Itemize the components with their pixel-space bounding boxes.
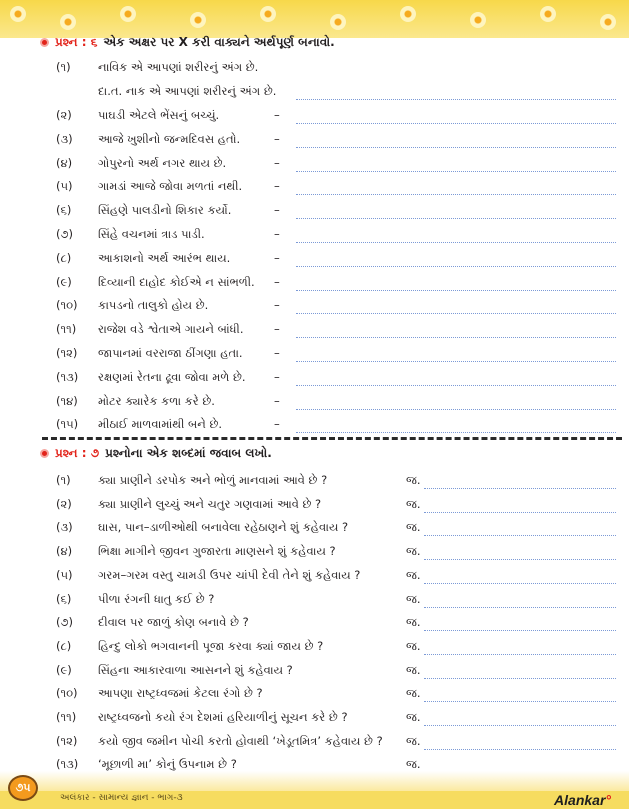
item-number: (૫) — [56, 567, 73, 582]
answer-line[interactable] — [296, 194, 616, 195]
item-number: (૧૪) — [56, 393, 78, 408]
answer-label: જ. — [406, 757, 421, 772]
question-7-item — [56, 565, 616, 587]
question-6-item — [56, 224, 616, 246]
answer-label: જ. — [406, 710, 421, 724]
item-number: (૯) — [56, 274, 72, 289]
item-sentence: મીઠાઈ માળવામાંથી બને છે. — [98, 417, 223, 432]
answer-line[interactable] — [296, 242, 616, 243]
answer-line[interactable] — [424, 488, 616, 489]
item-sentence: આકાશનો અર્થ આરંભ થાય. — [98, 250, 231, 265]
item-sentence: આજે ખુશીનો જન્મદિવસ હતો. — [98, 131, 241, 146]
example-row — [56, 57, 616, 79]
question-6-item — [56, 414, 616, 436]
item-question: ક્યા પ્રાણીને ડરપોક અને ભોળું માનવામાં આવે છે ? — [98, 473, 328, 487]
answer-line[interactable] — [296, 337, 616, 338]
question-7-item — [56, 612, 616, 634]
item-sentence: કાપડનો તાલુકો હોય છે. — [98, 298, 209, 313]
flower-icon — [190, 12, 206, 28]
item-question: ગરમ–ગરમ વસ્તુ ચામડી ઉપર ચાંપી દેવી તેને શું કહેવાય ? — [98, 567, 361, 582]
item-question: ઘાસ, પાન–ડાળીઓથી બનાવેલા રહેઠાણને શું કહેવાય ? — [98, 520, 349, 535]
item-dash: – — [274, 131, 280, 146]
item-number: (૪) — [56, 544, 73, 559]
answer-line[interactable] — [296, 409, 616, 410]
item-sentence: મોટર ક્યારેક કળા કરે છે. — [98, 393, 215, 408]
item-sentence: સિંહે વચનમાં ત્રાડ પાડી. — [98, 227, 205, 241]
answer-label: જ. — [406, 615, 421, 630]
item-number: (૨) — [56, 496, 72, 511]
item-number: (૪) — [56, 155, 73, 170]
answer-label: જ. — [406, 496, 421, 511]
item-sentence: રાજેશ વડે શ્વેતાએ ગાયને બાંધી. — [98, 322, 244, 337]
question-7-heading — [40, 444, 272, 462]
flower-icon — [540, 6, 556, 22]
item-dash: – — [274, 250, 280, 265]
item-number: (૫) — [56, 179, 73, 194]
question-6-item — [56, 319, 616, 341]
item-number: (૧૩) — [56, 757, 79, 772]
item-number: (૭) — [56, 227, 73, 241]
answer-line[interactable] — [296, 385, 616, 386]
item-sentence: સિંહણે પાલડીનો શિકાર કર્યો. — [98, 203, 232, 218]
book-title: અલંકાર - સામાન્ય જ્ઞાન - ભાગ-૩ — [60, 793, 183, 803]
item-question: ક્યા પ્રાણીને લુચ્ચું અને ચતુર ગણવામાં આવે છે ? — [98, 496, 322, 511]
question-7-title: પ્રશ્નોના એક શબ્દમાં જવાબ લખો. — [105, 445, 272, 460]
item-sentence: જાપાનમાં વરરાજા ઠીંગણા હતા. — [98, 346, 243, 360]
question-6-item — [56, 272, 616, 294]
flower-icon — [120, 6, 136, 22]
item-number: (૧૫) — [56, 417, 79, 432]
answer-line[interactable] — [424, 749, 616, 750]
question-6-item — [56, 129, 616, 151]
question-7-label: પ્રશ્ન : ૭ — [55, 445, 100, 460]
answer-line[interactable] — [424, 678, 616, 679]
item-dash: – — [274, 298, 280, 313]
answer-line[interactable] — [296, 290, 616, 291]
flower-icon — [600, 14, 616, 30]
item-number: (૩) — [56, 131, 73, 146]
question-6-item — [56, 153, 616, 175]
item-dash: – — [274, 108, 280, 122]
item-sentence: ગોપુરનો અર્થ નગર થાય છે. — [98, 155, 227, 170]
item-number: (૧૧) — [56, 710, 77, 724]
question-6-item — [56, 367, 616, 389]
item-dash: – — [274, 322, 280, 337]
item-dash: – — [274, 274, 280, 289]
item-number: (૯) — [56, 662, 72, 677]
question-7-item — [56, 707, 616, 729]
question-7-item — [56, 636, 616, 658]
bullet-icon — [40, 449, 49, 458]
answer-line[interactable] — [296, 99, 616, 100]
question-6-heading — [40, 33, 335, 51]
item-question: પીળા રંગની ધાતુ કઈ છે ? — [98, 591, 215, 606]
item-number: (૭) — [56, 615, 73, 630]
item-number: (૧૩) — [56, 369, 79, 384]
item-number: (૧૦) — [56, 686, 78, 701]
answer-label: જ. — [406, 638, 421, 653]
item-question: દીવાલ પર જાળું કોણ બનાવે છે ? — [98, 615, 249, 630]
answer-line[interactable] — [424, 535, 616, 536]
item-dash: – — [274, 227, 280, 241]
item-number: (૧) — [56, 473, 71, 487]
item-number: (૧૦) — [56, 298, 78, 313]
item-dash: – — [274, 393, 280, 408]
answer-line[interactable] — [296, 147, 616, 148]
page-footer — [0, 771, 629, 809]
item-sentence: દિવ્યાની દાહોદ કોઈએ ન સાંભળી. — [98, 274, 255, 289]
brand-logo — [554, 792, 611, 808]
item-number: (૮) — [56, 250, 72, 265]
question-6-item — [56, 295, 616, 317]
answer-label: જ. — [406, 662, 421, 677]
brand-name: Alankar — [554, 792, 606, 808]
flower-icon — [330, 14, 346, 30]
answer-label: જ. — [406, 591, 421, 606]
item-number: (૨) — [56, 108, 72, 122]
item-number: (૧૧) — [56, 322, 77, 337]
item-question: હિન્દુ લોકો ભગવાનની પૂજા કરવા ક્યાં જાય છે ? — [98, 638, 324, 653]
answer-line[interactable] — [296, 123, 616, 124]
example-answer-row — [56, 81, 616, 103]
flower-icon — [400, 6, 416, 22]
flower-icon — [470, 12, 486, 28]
item-number: (૬) — [56, 203, 72, 218]
answer-line[interactable] — [424, 701, 616, 702]
item-question: રાષ્ટ્રધ્વજનો કયો રંગ દેશમાં હરિયાળીનું સૂચન કરે છે ? — [98, 710, 348, 724]
question-6-item — [56, 343, 616, 365]
item-number: (૧૨) — [56, 733, 78, 748]
question-7-item — [56, 683, 616, 705]
item-dash: – — [274, 346, 280, 360]
item-number: (૩) — [56, 520, 73, 535]
item-sentence: ગામડાં આજે જોવા મળતાં નથી. — [98, 179, 243, 194]
answer-line[interactable] — [296, 218, 616, 219]
answer-line[interactable] — [296, 361, 616, 362]
item-question: ‘મૂછાળી મા’ કોનું ઉપનામ છે ? — [98, 757, 237, 772]
item-question: આપણા રાષ્ટ્રધ્વજમાં કેટલા રંગો છે ? — [98, 686, 263, 701]
question-7-item — [56, 517, 616, 539]
answer-line[interactable] — [296, 266, 616, 267]
question-7-item — [56, 494, 616, 516]
item-dash: – — [274, 369, 280, 384]
section-divider — [42, 437, 622, 440]
question-6-title: એક અક્ષર પર X કરી વાક્યને અર્થપૂર્ણ બનાવો. — [103, 34, 335, 49]
question-6-item — [56, 105, 616, 127]
answer-line[interactable] — [296, 432, 616, 433]
question-6-item — [56, 176, 616, 198]
item-sentence: પાઘડી એટલે ભેંસનું બચ્ચું. — [98, 108, 220, 122]
answer-line[interactable] — [424, 654, 616, 655]
answer-line[interactable] — [424, 559, 616, 560]
question-7-item — [56, 541, 616, 563]
answer-line[interactable] — [296, 171, 616, 172]
answer-line[interactable] — [424, 512, 616, 513]
question-6-item — [56, 200, 616, 222]
item-dash: – — [274, 417, 280, 432]
item-question: સિંહના આકારવાળા આસનને શું કહેવાય ? — [98, 662, 293, 677]
flower-icon — [10, 6, 26, 22]
answer-line[interactable] — [296, 313, 616, 314]
item-question: કયો જીવ જમીન પોચી કરતો હોવાથી ‘ખેડૂતમિત્ર’ કહેવાય છે ? — [98, 733, 383, 748]
item-sentence: રક્ષણમાં રેતના ઢૂવા જોવા મળે છે. — [98, 369, 246, 384]
answer-line[interactable] — [424, 725, 616, 726]
answer-line[interactable] — [424, 630, 616, 631]
question-6-label: પ્રશ્ન : ૬ — [55, 34, 98, 49]
answer-label: જ. — [406, 544, 421, 559]
brand-accent: ° — [605, 792, 611, 808]
item-sentence: નાવિક એ આપણાં શરીરનું અંગ છે. — [98, 60, 259, 74]
footer-grass — [0, 771, 629, 791]
question-7-item — [56, 589, 616, 611]
item-dash: – — [274, 203, 280, 218]
answer-line[interactable] — [424, 583, 616, 584]
question-7-item — [56, 660, 616, 682]
question-6-item — [56, 248, 616, 270]
item-number: (૧) — [56, 60, 71, 74]
answer-label: જ. — [406, 567, 421, 582]
item-dash: – — [274, 155, 280, 170]
page-number: ૭૫ — [8, 775, 38, 801]
question-6-item — [56, 391, 616, 413]
item-number: (૬) — [56, 591, 72, 606]
answer-label: જ. — [406, 686, 421, 701]
bullet-icon — [40, 38, 49, 47]
question-7-item — [56, 731, 616, 753]
flower-icon — [260, 6, 276, 22]
question-7-item — [56, 470, 616, 492]
item-number: (૮) — [56, 638, 72, 653]
flower-icon — [60, 14, 76, 30]
item-dash: – — [274, 179, 280, 194]
answer-line[interactable] — [424, 607, 616, 608]
answer-label: જ. — [406, 520, 421, 535]
answer-label: જ. — [406, 733, 421, 748]
item-question: ભિક્ષા માગીને જીવન ગુજારતા માણસને શું કહેવાય ? — [98, 544, 336, 559]
item-number: (૧૨) — [56, 346, 78, 360]
answer-label: જ. — [406, 473, 421, 487]
example-answer: દા.ત. નાક એ આપણાં શરીરનું અંગ છે. — [98, 84, 277, 98]
